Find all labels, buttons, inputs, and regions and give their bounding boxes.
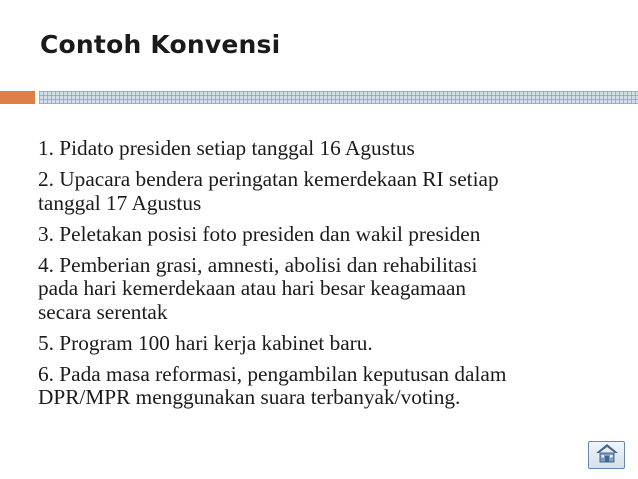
item-line: tanggal 17 Agustus [38,190,202,215]
title-band [39,91,638,104]
item-line: 3. Peletakan posisi foto presiden dan wakil presiden [38,221,481,246]
item-line: 5. Program 100 hari kerja kabinet baru. [38,330,373,355]
list-item [38,363,618,410]
list-item [38,168,618,215]
item-line: secara serentak [38,299,168,324]
item-line: 4. Pemberian grasi, amnesti, abolisi dan rehabilitasi [38,252,478,277]
home-icon [595,443,619,468]
item-line: DPR/MPR menggunakan suara terbanyak/voting. [38,385,461,410]
item-line: 1. Pidato presiden setiap tanggal 16 Agustus [38,136,415,160]
slide-title: Contoh Konvensi [40,30,281,59]
home-button[interactable] [588,441,625,469]
item-line: 2. Upacara bendera peringatan kemerdekaan RI setiap [38,166,499,191]
convention-list [38,137,618,417]
list-item [38,223,618,247]
list-item [38,254,618,325]
item-line: 6. Pada masa reformasi, pengambilan keputusan dalam [38,361,507,386]
title-accent-bar [0,91,35,104]
list-item [38,137,618,161]
list-item [38,332,618,356]
item-line: pada hari kemerdekaan atau hari besar keagamaan [38,276,467,301]
